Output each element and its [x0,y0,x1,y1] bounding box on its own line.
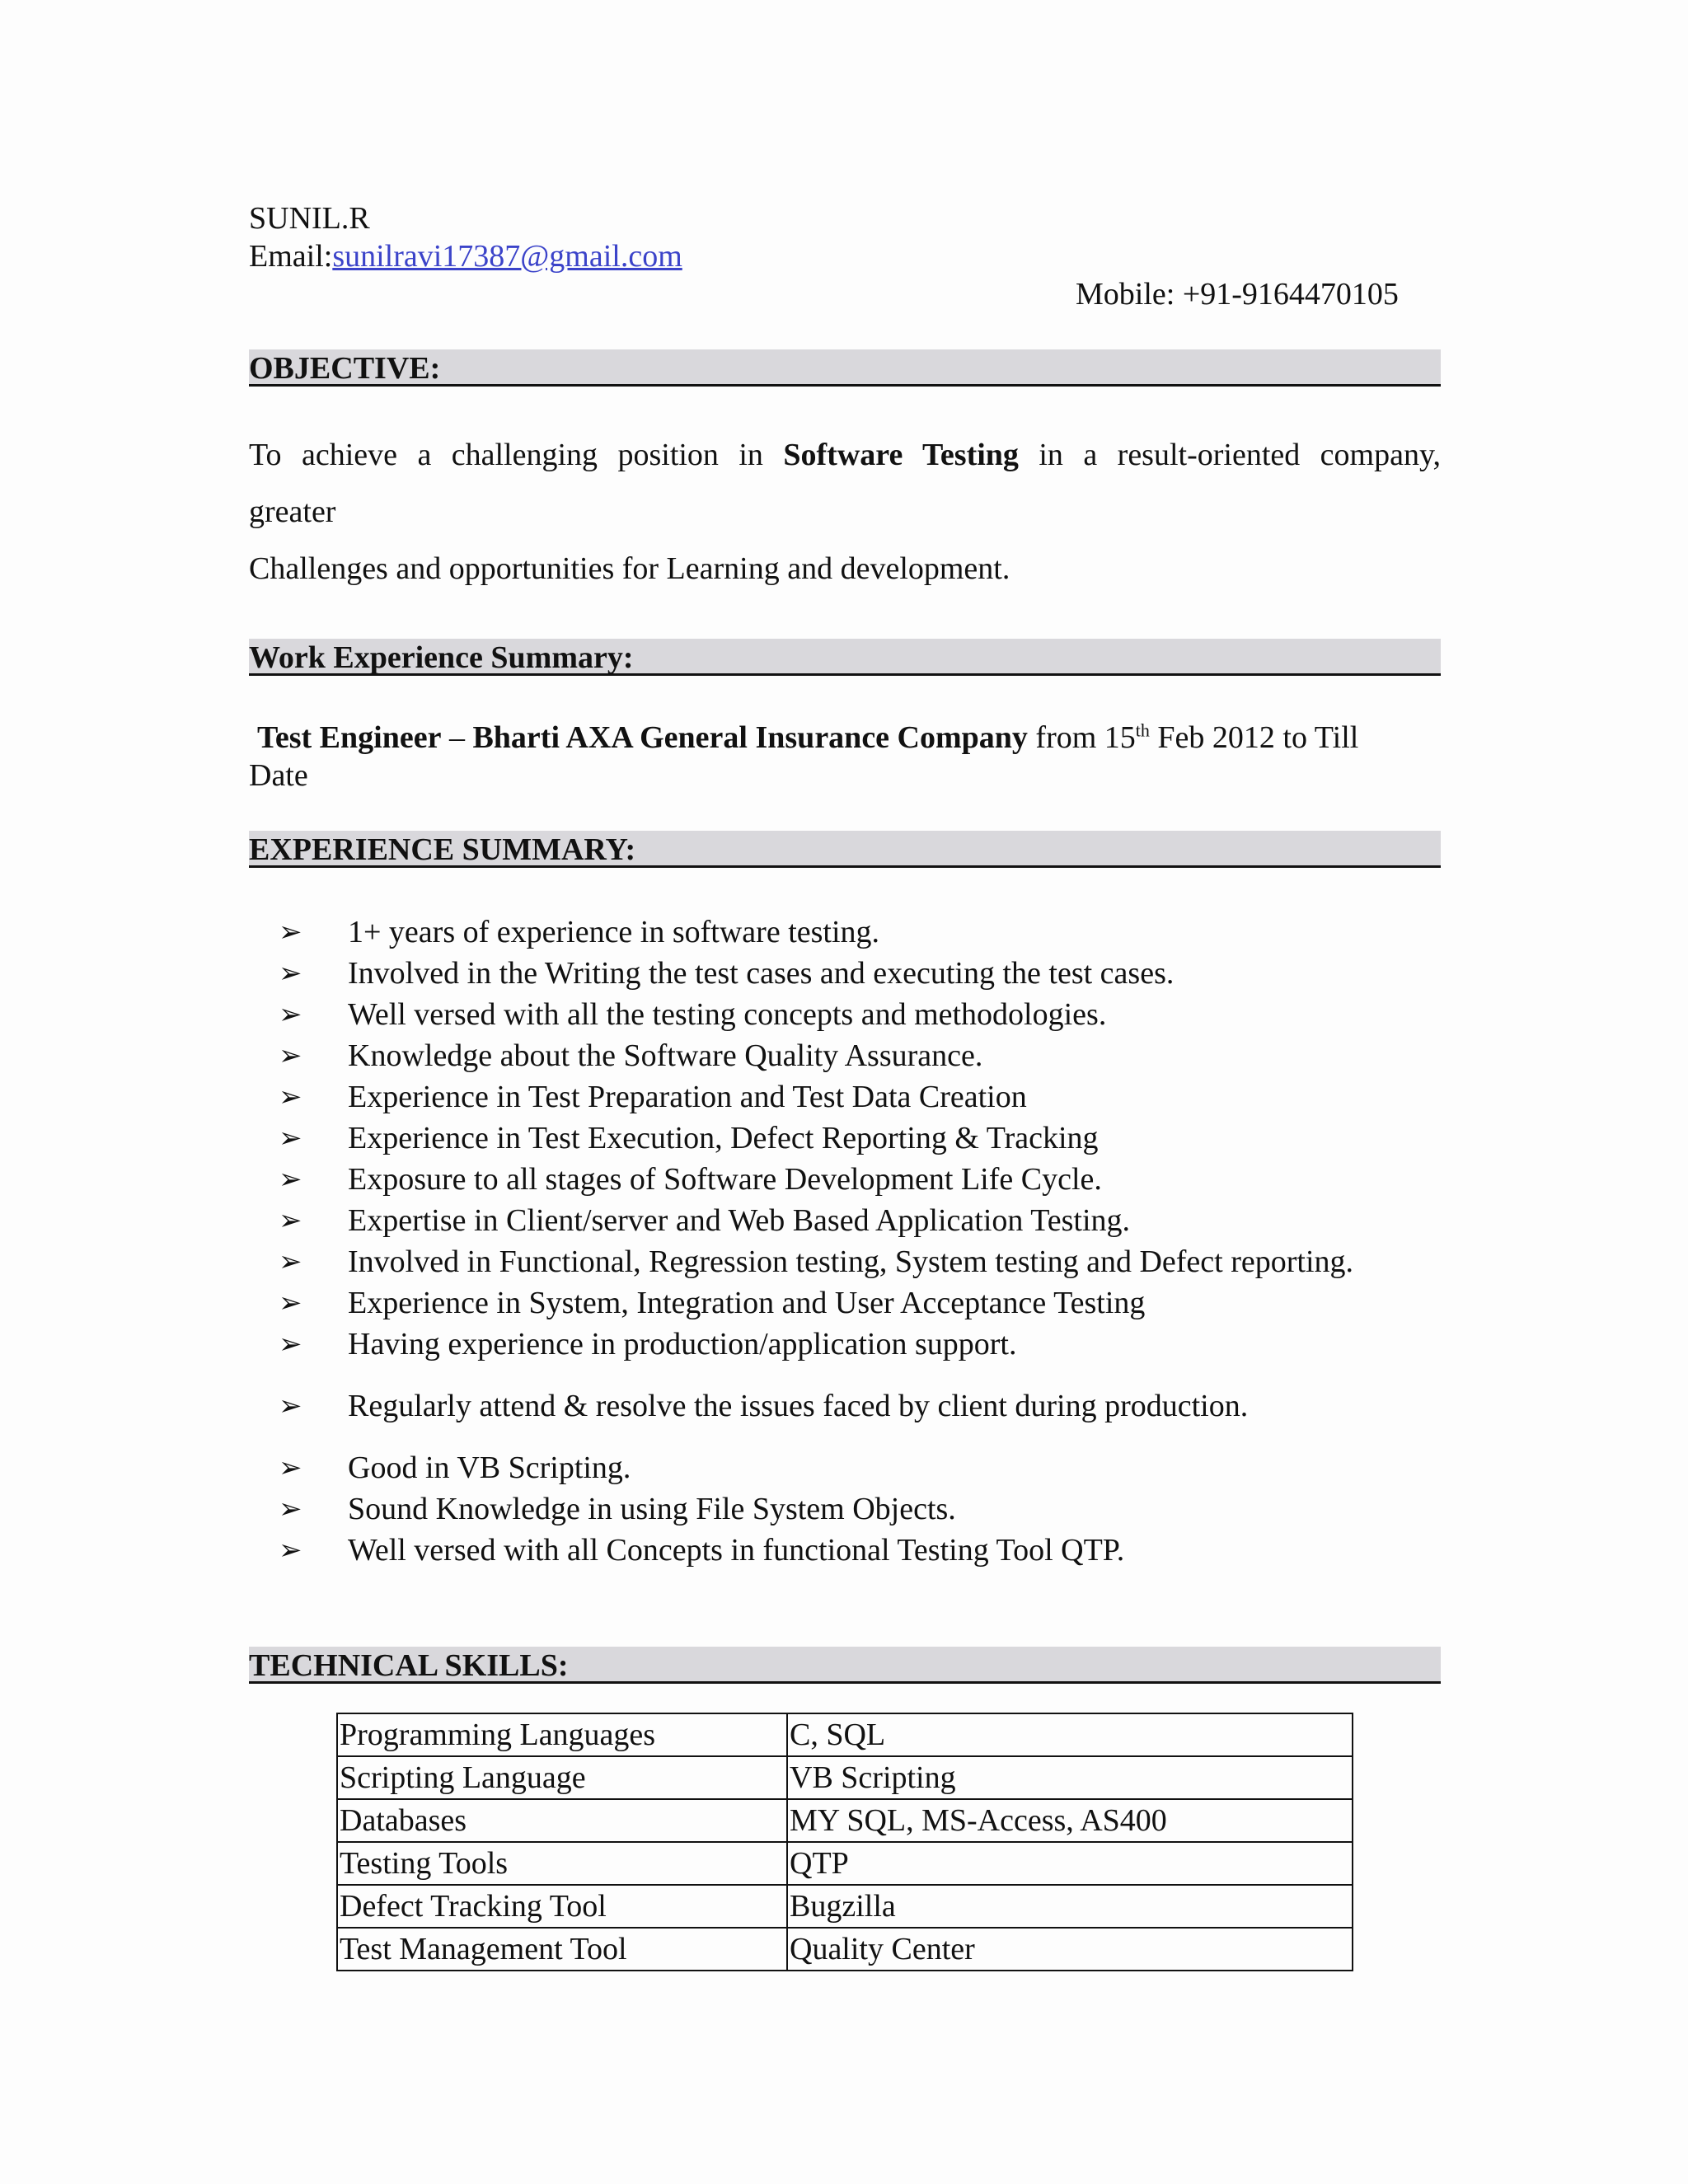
skill-category-cell: Testing Tools [337,1842,787,1885]
arrow-bullet-icon: ➢ [279,1163,302,1196]
arrow-bullet-icon: ➢ [279,1534,302,1567]
table-row [337,1713,1353,1756]
list-item-text: Having experience in production/application support. [348,1327,1017,1361]
section-title: EXPERIENCE SUMMARY: [249,832,636,867]
objective-line-1-end: in a result-oriented company, [1039,438,1441,472]
list-item-text: Well versed with all the testing concepts and methodologies. [348,997,1107,1032]
technical-skills-section-header [249,1647,1441,1684]
list-item-text: Expertise in Client/server and Web Based Application Testing. [348,1203,1131,1238]
table-row [337,1756,1353,1799]
skill-value-cell: C, SQL [787,1713,1353,1756]
table-row [337,1799,1353,1842]
arrow-bullet-icon: ➢ [279,1390,302,1422]
job-role: Test Engineer [257,720,442,755]
objective-line-3: Challenges and opportunities for Learning and development. [249,551,1010,586]
objective-emphasis: Software Testing [783,438,1019,472]
work-experience-section-header [249,639,1441,676]
list-item-text: Experience in Test Execution, Defect Reporting & Tracking [348,1121,1099,1155]
mobile-number: Mobile: +91-9164470105 [1076,277,1399,312]
table-row [337,1928,1353,1971]
list-item-text: Well versed with all Concepts in functional Testing Tool QTP. [348,1533,1125,1568]
skill-value-cell: MY SQL, MS-Access, AS400 [787,1799,1353,1842]
skills-table [336,1713,1353,1971]
date-suffix: th [1135,719,1150,741]
objective-line-1 [249,427,1441,484]
skill-category-cell: Programming Languages [337,1713,787,1756]
section-title: TECHNICAL SKILLS: [249,1648,569,1683]
list-item-text: Good in VB Scripting. [348,1451,631,1485]
list-item-text: Experience in Test Preparation and Test Data Creation [348,1080,1027,1114]
work-from: from 15 [1027,720,1136,755]
arrow-bullet-icon: ➢ [279,1493,302,1526]
work-entry [257,719,1358,757]
email-link[interactable]: sunilravi17387@gmail.com [332,239,682,274]
list-item-text: Knowledge about the Software Quality Assurance. [348,1038,983,1073]
skill-value-cell: VB Scripting [787,1756,1353,1799]
arrow-bullet-icon: ➢ [279,1451,302,1484]
skill-value-cell: Quality Center [787,1928,1353,1971]
skill-category-cell: Test Management Tool [337,1928,787,1971]
section-title: OBJECTIVE: [249,351,441,386]
arrow-bullet-icon: ➢ [279,1080,302,1113]
work-period: Feb 2012 to Till [1149,720,1359,755]
arrow-bullet-icon: ➢ [279,1328,302,1361]
objective-line-1-start: To achieve a challenging position in [249,438,763,472]
arrow-bullet-icon: ➢ [279,1039,302,1072]
list-item-text: Regularly attend & resolve the issues faced by client during production. [348,1389,1249,1423]
arrow-bullet-icon: ➢ [279,1245,302,1278]
skill-category-cell: Databases [337,1799,787,1842]
objective-section-header [249,349,1441,387]
section-title: Work Experience Summary: [249,640,634,675]
skill-category-cell: Scripting Language [337,1756,787,1799]
table-row [337,1842,1353,1885]
list-item-text: Experience in System, Integration and User Acceptance Testing [348,1286,1146,1320]
list-item-text: Exposure to all stages of Software Development Life Cycle. [348,1162,1102,1197]
arrow-bullet-icon: ➢ [279,998,302,1031]
arrow-bullet-icon: ➢ [279,916,302,949]
role-separator: – [441,720,473,755]
email-line [249,237,682,275]
skill-value-cell: QTP [787,1842,1353,1885]
list-item-text: Involved in Functional, Regression testing, System testing and Defect reporting. [348,1244,1354,1279]
experience-summary-section-header [249,831,1441,868]
list-item-text: Sound Knowledge in using File System Objects. [348,1492,956,1526]
company-name: Bharti AXA General Insurance Company [472,720,1028,755]
work-period-end: Date [249,758,308,793]
skill-value-cell: Bugzilla [787,1885,1353,1928]
table-row [337,1885,1353,1928]
list-item-text: 1+ years of experience in software testing. [348,915,880,949]
arrow-bullet-icon: ➢ [279,957,302,990]
arrow-bullet-icon: ➢ [279,1286,302,1319]
email-label: Email: [249,239,333,274]
arrow-bullet-icon: ➢ [279,1122,302,1155]
arrow-bullet-icon: ➢ [279,1204,302,1237]
objective-text [249,427,1441,598]
list-item-text: Involved in the Writing the test cases and executing the test cases. [348,956,1175,991]
skill-category-cell: Defect Tracking Tool [337,1885,787,1928]
objective-line-2: greater [249,494,336,529]
candidate-name: SUNIL.R [249,201,370,236]
